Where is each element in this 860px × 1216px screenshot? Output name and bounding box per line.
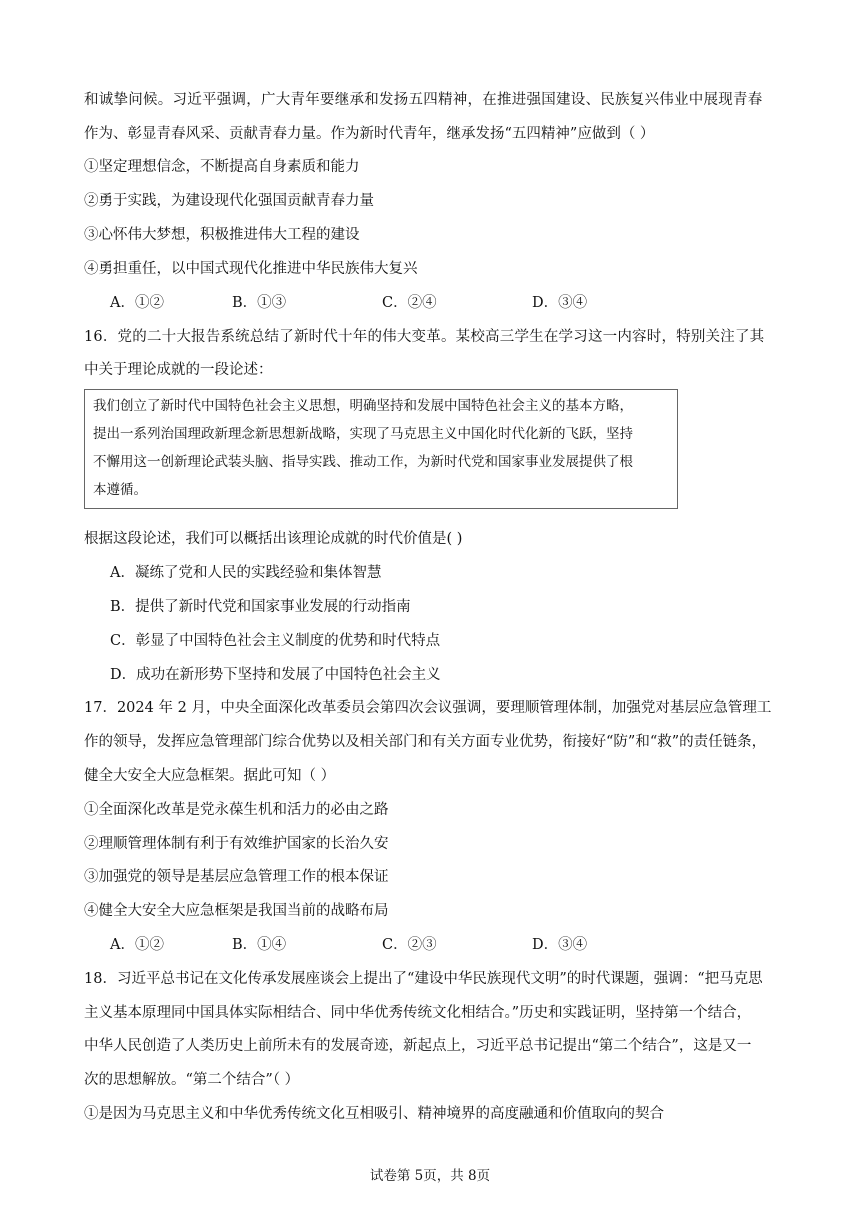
q17-statement-4: ④健全大安全大应急框架是我国当前的战略布局 — [84, 903, 389, 919]
page-footer: 试卷第 5页，共 8页 — [369, 1168, 491, 1184]
q18-line-1: 18．习近平总书记在文化传承发展座谈会上提出了“建设中华民族现代文明”的时代课题，强调：“把马克思 — [84, 971, 763, 987]
q15-option-c: C．②④ — [382, 295, 437, 311]
q15-statement-3: ③心怀伟大梦想，积极推进伟大工程的建设 — [84, 227, 360, 243]
q18-line-4: 次的思想解放。“第二个结合”（ ） — [84, 1072, 300, 1088]
quote-line-4: 本遵循。 — [93, 482, 147, 498]
q16-line-1: 16．党的二十大报告系统总结了新时代十年的伟大变革。某校高三学生在学习这一内容时，特别关注了其 — [84, 329, 765, 345]
q17-option-b: B．①④ — [232, 937, 287, 953]
q16-line-2: 中关于理论成就的一段论述： — [84, 362, 273, 378]
q17-option-c: C．②③ — [382, 937, 437, 953]
q16-option-d: D．成功在新形势下坚持和发展了中国特色社会主义 — [110, 667, 441, 683]
q17-option-d: D．③④ — [532, 937, 588, 953]
q16-option-a: A．凝练了党和人民的实践经验和集体智慧 — [110, 565, 382, 581]
quote-box — [84, 389, 678, 509]
q17-statement-2: ②理顺管理体制有利于有效维护国家的长治久安 — [84, 836, 389, 852]
q15-line-1: 和诚挚问候。习近平强调，广大青年要继承和发扬五四精神，在推进强国建设、民族复兴伟业中展现青春 — [84, 92, 763, 108]
q16-option-b: B．提供了新时代党和国家事业发展的行动指南 — [110, 599, 411, 615]
q17-statement-1: ①全面深化改革是党永葆生机和活力的必由之路 — [84, 802, 389, 818]
q15-statement-1: ①坚定理想信念，不断提高自身素质和能力 — [84, 159, 360, 175]
q17-option-a: A．①② — [110, 937, 164, 953]
q15-statement-2: ②勇于实践，为建设现代化强国贡献青春力量 — [84, 193, 374, 209]
quote-line-2: 提出一系列治国理政新理念新思想新战略，实现了马克思主义中国化时代化新的飞跃，坚持 — [93, 426, 633, 442]
q16-option-c: C．彰显了中国特色社会主义制度的优势和时代特点 — [110, 633, 441, 649]
q17-line-2: 作的领导，发挥应急管理部门综合优势以及相关部门和有关方面专业优势，衔接好“防”和“救”的责任链条， — [84, 734, 767, 750]
q16-stem: 根据这段论述，我们可以概括出该理论成就的时代价值是( ) — [84, 531, 463, 547]
q17-line-1: 17．2024 年 2 月，中央全面深化改革委员会第四次会议强调，要理顺管理体制，加强党对基层应急管理工 — [84, 700, 772, 716]
q18-statement-1: ①是因为马克思主义和中华优秀传统文化互相吸引、精神境界的高度融通和价值取向的契合 — [84, 1106, 664, 1122]
q15-statement-4: ④勇担重任，以中国式现代化推进中华民族伟大复兴 — [84, 261, 418, 277]
q17-line-3: 健全大安全大应急框架。据此可知（ ） — [84, 768, 336, 784]
quote-line-1: 我们创立了新时代中国特色社会主义思想，明确坚持和发展中国特色社会主义的基本方略， — [93, 398, 633, 414]
q15-option-b: B．①③ — [232, 295, 287, 311]
q17-statement-3: ③加强党的领导是基层应急管理工作的根本保证 — [84, 869, 389, 885]
q15-option-a: A．①② — [110, 295, 164, 311]
q18-line-2: 主义基本原理同中国具体实际相结合、同中华优秀传统文化相结合。”历史和实践证明，坚持第一个结合， — [84, 1005, 752, 1021]
q18-line-3: 中华人民创造了人类历史上前所未有的发展奇迹，新起点上，习近平总书记提出“第二个结合”，这是又一 — [84, 1038, 752, 1054]
quote-line-3: 不懈用这一创新理论武装头脑、指导实践、推动工作，为新时代党和国家事业发展提供了根 — [93, 454, 633, 470]
q15-line-2: 作为、彰显青春风采、贡献青春力量。作为新时代青年，继承发扬“五四精神”应做到（ ） — [84, 126, 655, 142]
q15-option-d: D．③④ — [532, 295, 588, 311]
